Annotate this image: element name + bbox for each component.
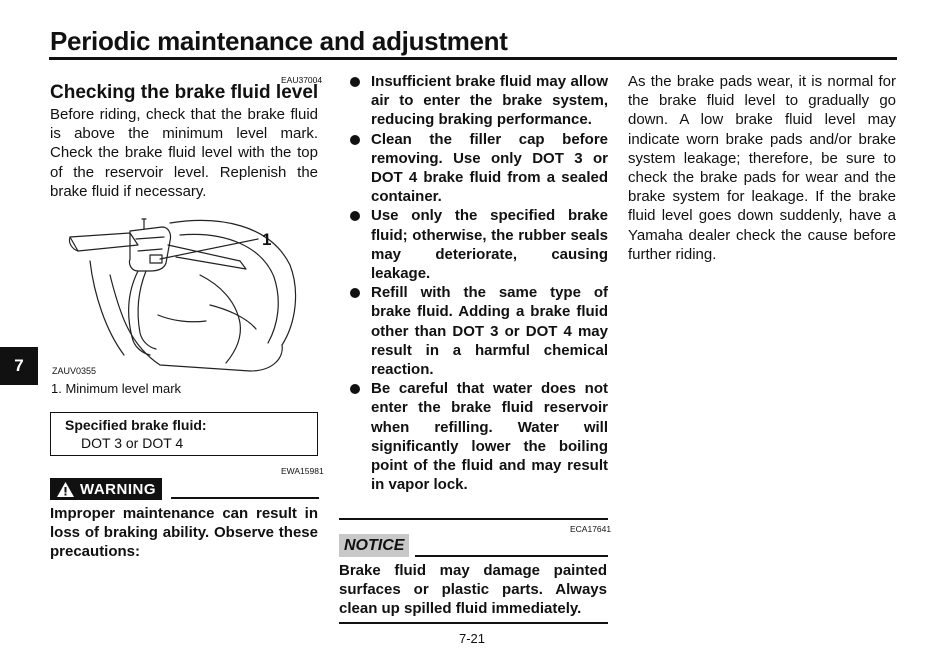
bullet-icon: [350, 384, 360, 394]
list-item: [340, 206, 608, 283]
section-intro: Before riding, check that the brake fluid is above the minimum level mark. Check the brake fluid level with the top of the reservoir level. Replenish the brake fluid if necessary.: [50, 106, 318, 200]
list-item: [340, 130, 608, 207]
section-code: EAU37004: [281, 75, 323, 85]
list-item: [340, 72, 608, 130]
warning-triangle-icon: [56, 481, 75, 498]
warning-precautions-list: [340, 72, 608, 494]
list-item-text: Clean the filler cap before removing. Use only DOT 3 or DOT 4 brake fluid from a sealed container.: [371, 130, 608, 206]
section-heading: Checking the brake fluid level: [50, 82, 319, 103]
page-title: Periodic maintenance and adjustment: [50, 26, 508, 56]
list-item: [340, 283, 608, 379]
notice-code: ECA17641: [570, 524, 612, 534]
warning-rule: [171, 497, 319, 499]
bullet-icon: [350, 77, 360, 87]
brake-pad-wear-text: As the brake pads wear, it is normal for the brake fluid level to gradually go down. A low brake fluid level may indicate worn brake pads and/or brake system leakage; therefore, be sure to check the brake pads for wear and the brake system for leakage. If the brake fluid level goes down suddenly, have a Yamaha dealer check the cause before further riding.: [628, 73, 896, 263]
brake-reservoir-illustration: [50, 205, 320, 377]
spec-label: Specified brake fluid:: [65, 417, 207, 433]
spec-value: DOT 3 or DOT 4: [81, 435, 184, 451]
brake-reservoir-drawing: [50, 205, 320, 377]
title-rule: [49, 57, 897, 60]
page-number: 7-21: [459, 631, 486, 646]
list-item-text: Insufficient brake fluid may allow air to enter the brake system, reducing braking performance.: [371, 73, 608, 129]
bullet-icon: [350, 211, 360, 221]
figure-caption: 1. Minimum level mark: [51, 381, 182, 396]
figure-code: ZAUV0355: [52, 366, 97, 376]
warning-label: WARNING: [80, 480, 156, 498]
list-item-text: Refill with the same type of brake fluid. Adding a brake fluid other than DOT 3 or DOT 4 may result in a harmful chemical reaction.: [371, 284, 608, 379]
notice-bottom-rule: [339, 622, 608, 624]
specification-box: [50, 412, 318, 456]
list-item-text: Be careful that water does not enter the brake fluid reservoir when refilling. Water will significantly lower the boiling point of the fluid and may result in vapor lock.: [371, 380, 608, 494]
bullet-icon: [350, 288, 360, 298]
bullet-icon: [350, 135, 360, 145]
notice-top-rule: [339, 518, 608, 520]
list-item: [340, 379, 608, 494]
notice-text: Brake fluid may damage painted surfaces or plastic parts. Always clean up spilled fluid immediately.: [339, 562, 607, 618]
notice-badge: NOTICE: [339, 534, 409, 557]
list-item-text: Use only the specified brake fluid; otherwise, the rubber seals may deteriorate, causing leakage.: [371, 207, 608, 283]
figure-callout-number: 1: [262, 230, 272, 249]
chapter-tab: 7: [0, 347, 38, 385]
warning-badge: [50, 478, 162, 500]
notice-rule: [415, 555, 608, 557]
warning-code: EWA15981: [281, 466, 324, 476]
warning-text: Improper maintenance can result in loss of braking ability. Observe these precautions:: [50, 505, 318, 561]
